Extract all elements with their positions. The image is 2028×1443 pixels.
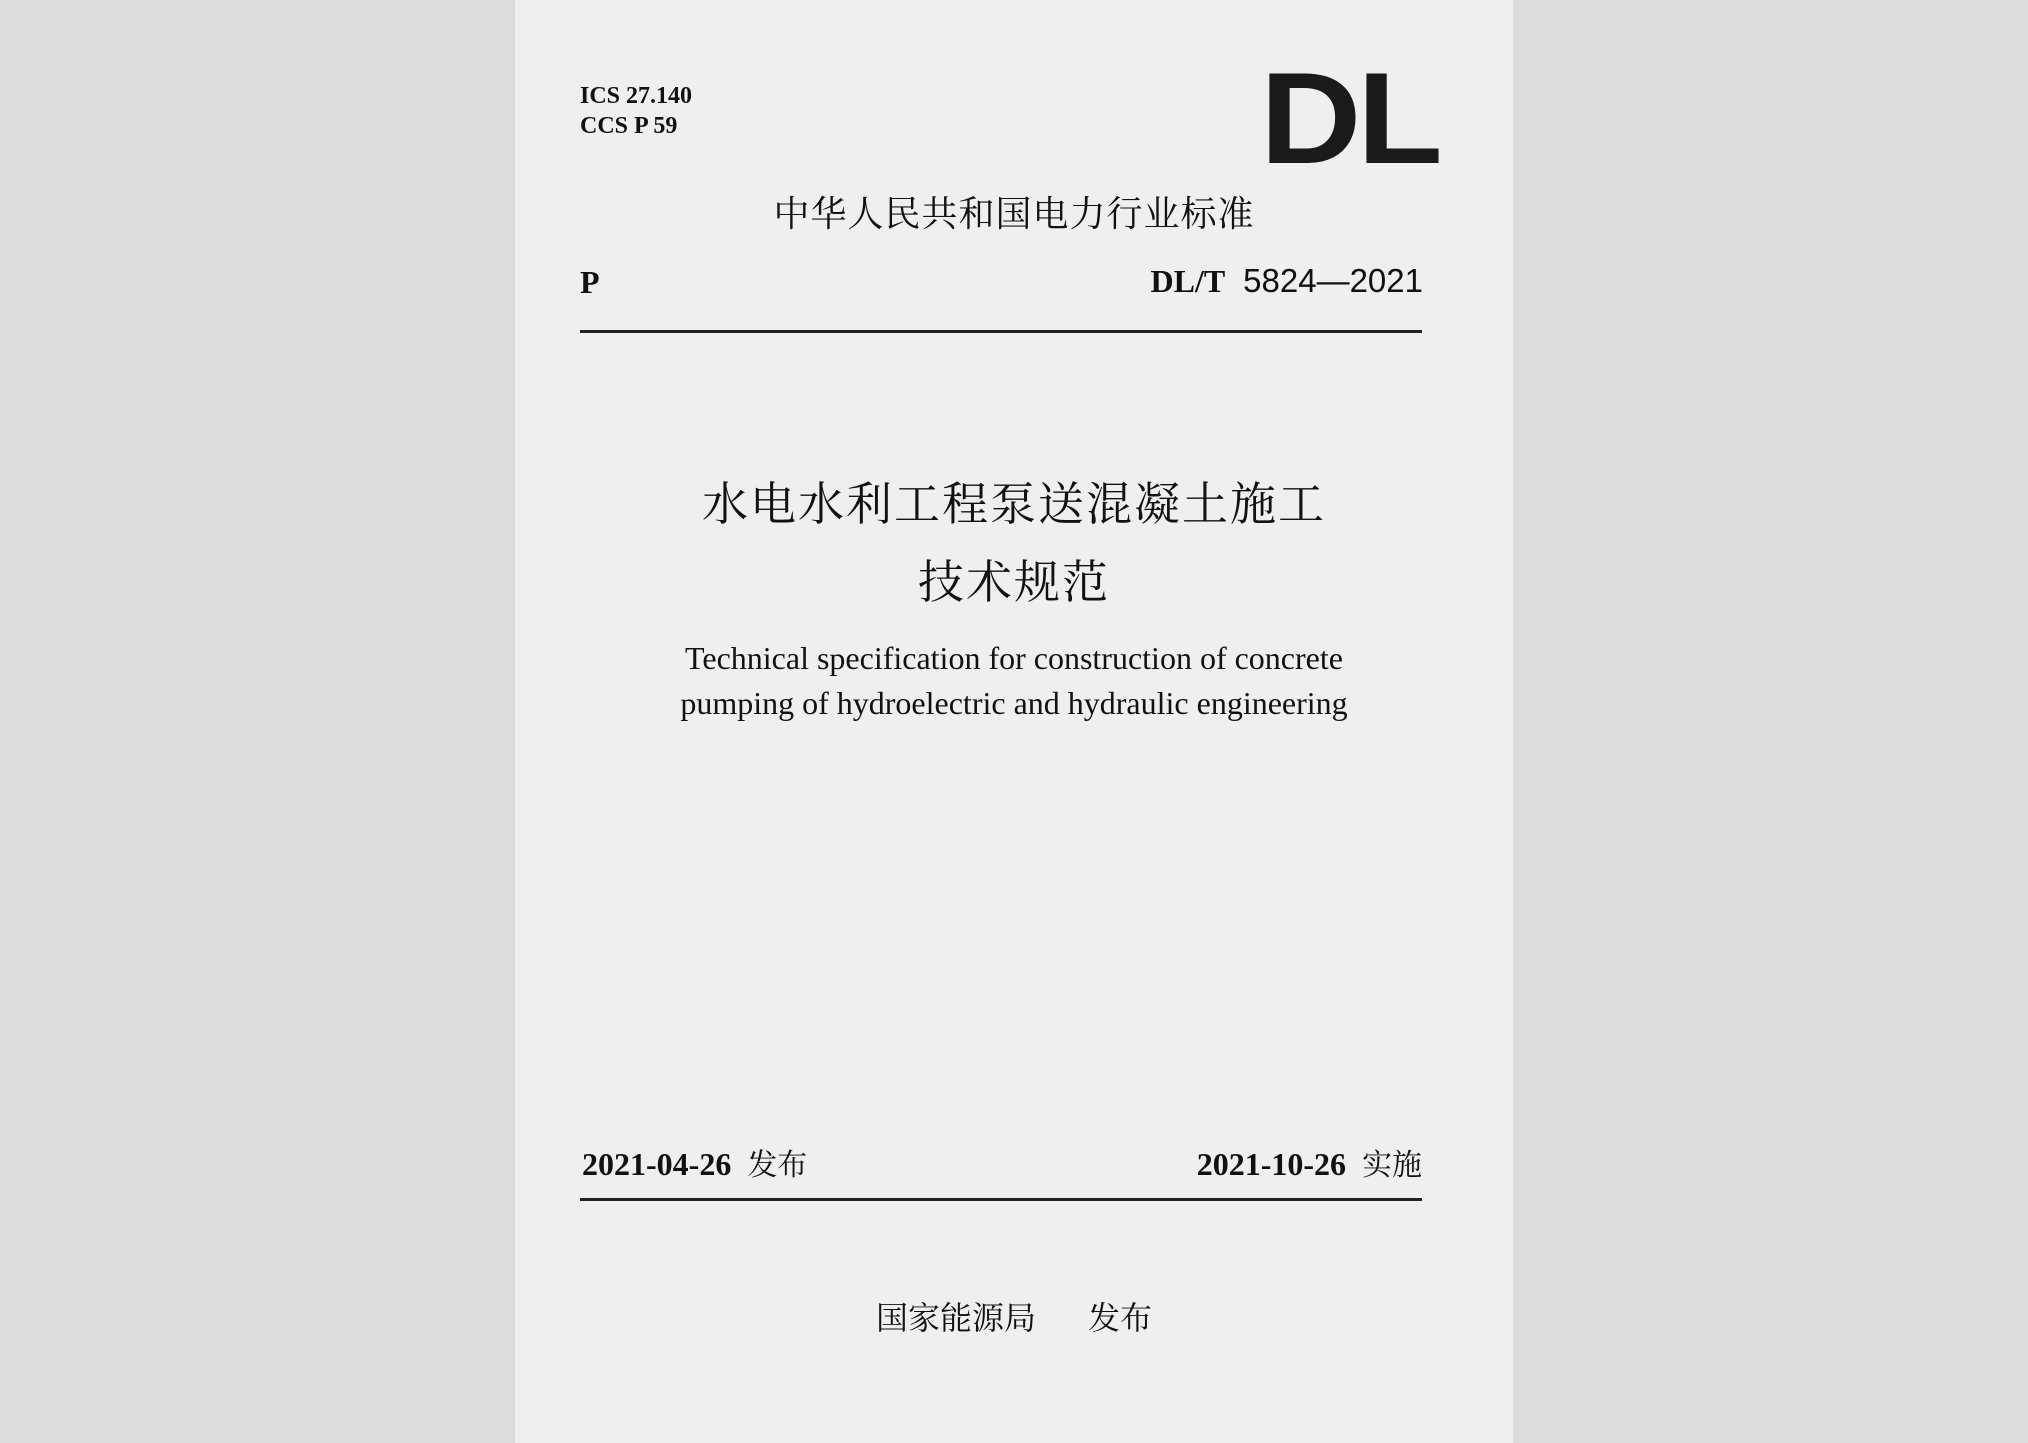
title-english-line-2: pumping of hydroelectric and hydraulic engineering [680,685,1348,721]
ccs-code: CCS P 59 [580,113,678,139]
implement-date-block [1197,1142,1422,1188]
date-divider [580,1198,1422,1201]
header-divider [580,330,1422,333]
industry-standard-heading: 中华人民共和国电力行业标准 [773,194,1255,235]
classification-code: P [580,264,600,300]
title-english-line-1: Technical specification for construction of concrete [685,640,1343,676]
ics-code: ICS 27.140 [580,83,693,109]
publisher-name: 国家能源局 [875,1299,1036,1337]
publisher-line [515,1295,1513,1341]
standard-cover [515,0,1513,1443]
standard-code: 5824—2021 [1243,262,1423,299]
issue-date: 2021-04-26 [582,1146,732,1182]
standard-number [1150,260,1423,302]
dl-logo: DL [1260,45,1439,191]
title-chinese-line-2: 技术规范 [918,555,1110,609]
standard-prefix: DL/T [1150,263,1226,299]
issue-date-block [582,1142,807,1188]
publisher-label: 发布 [1088,1299,1153,1337]
implement-label: 实施 [1362,1148,1422,1183]
title-chinese-line-1: 水电水利工程泵送混凝土施工 [702,477,1326,531]
implement-date: 2021-10-26 [1196,1146,1346,1182]
issue-label: 发布 [747,1148,808,1183]
